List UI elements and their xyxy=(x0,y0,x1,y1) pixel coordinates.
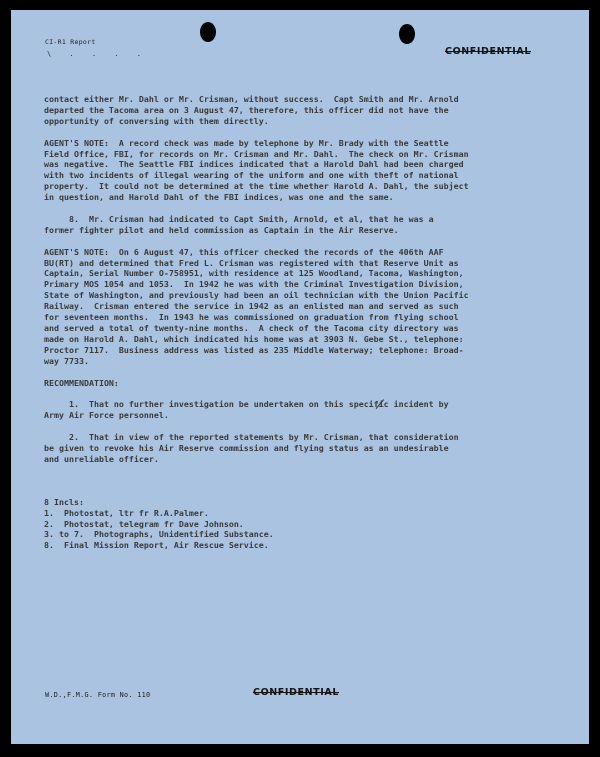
recommendation-2: 2. That in view of the reported statements by Mr. Crisman, that consideration be given to revoke his Air Reserve commission and flying status as an undesirable and unreliable officer. xyxy=(44,432,459,464)
punch-hole-left xyxy=(200,22,216,42)
recommendation-1: 1. That no further investigation be undertaken on this specific incident by Army Air Force personnel. xyxy=(44,399,449,421)
paragraph-agent-note-2: AGENT'S NOTE: On 6 August 47, this officer checked the records of the 406th AAF BU(RT) and determined that Fred L. Crisman was registered with that Reserve Unit as Captain, Serial Number O-758951, with residence at 125 Woodland, Tacoma, Washington, Primary MOS 1054 and 1053. In 1942 he was with the Criminal Investigation Division, State of Washington, and previously had been an oil technician with the Union Pacific Railway. Crisman entered the service in 1942 as an enlisted man and served as such for seventeen months. In 1943 he was commissioned on graduation from flying school and served a total of twenty-nine months. A check of the Tacoma city directory was made on Harold A. Dahl, which indicated his home was at 3903 N. Gebe St., telephone: Proctor 7117. Business address was listed as 235 Middle Waterway; telephone: Broad- way 7733. xyxy=(44,246,469,366)
inclosures-heading: 8 Incls: xyxy=(44,496,84,507)
inclosure-item: 1. Photostat, ltr fr R.A.Palmer. xyxy=(44,507,209,518)
document-body xyxy=(44,94,564,551)
header-marks: \ . . . . xyxy=(47,50,148,58)
document-page xyxy=(11,10,589,744)
paragraph-contact: contact either Mr. Dahl or Mr. Crisman, without success. Capt Smith and Mr. Arnold departed the Tacoma area on 3 August 47, therefore, this officer did not have the opportunity of conversing with them directly. xyxy=(44,94,459,126)
paragraph-agent-note-1: AGENT'S NOTE: A record check was made by telephone by Mr. Brady with the Seattle Field Office, FBI, for records on Mr. Crisman and Mr. Dahl. The check on Mr. Crisman was negative. The Seattle FBI indices indicated that a Harold Dahl had been charged with two incidents of illegal wearing of the uniform and one with theft of national property. It could not be determined at the time whether Harold A. Dahl, the subject in question, and Harold Dahl of the FBI indices, was one and the same. xyxy=(44,137,469,203)
form-number: W.D.,F.M.G. Form No. 110 xyxy=(45,691,151,699)
recommendation-heading: RECOMMENDATION: xyxy=(44,377,119,388)
paragraph-8: 8. Mr. Crisman had indicated to Capt Smith, Arnold, et al, that he was a former fighter pilot and held commission as Captain in the Air Reserve. xyxy=(44,213,434,235)
inclosure-item: 2. Photostat, telegram fr Dave Johnson. xyxy=(44,518,244,529)
report-id: CI-R1 Report xyxy=(45,38,96,46)
classification-top: CONFIDENTIAL xyxy=(445,46,531,57)
punch-hole-right xyxy=(399,24,415,44)
inclosure-item: 8. Final Mission Report, Air Rescue Service. xyxy=(44,540,269,551)
inclosure-item: 3. to 7. Photographs, Unidentified Substance. xyxy=(44,529,274,540)
classification-bottom: CONFIDENTIAL xyxy=(253,687,339,698)
